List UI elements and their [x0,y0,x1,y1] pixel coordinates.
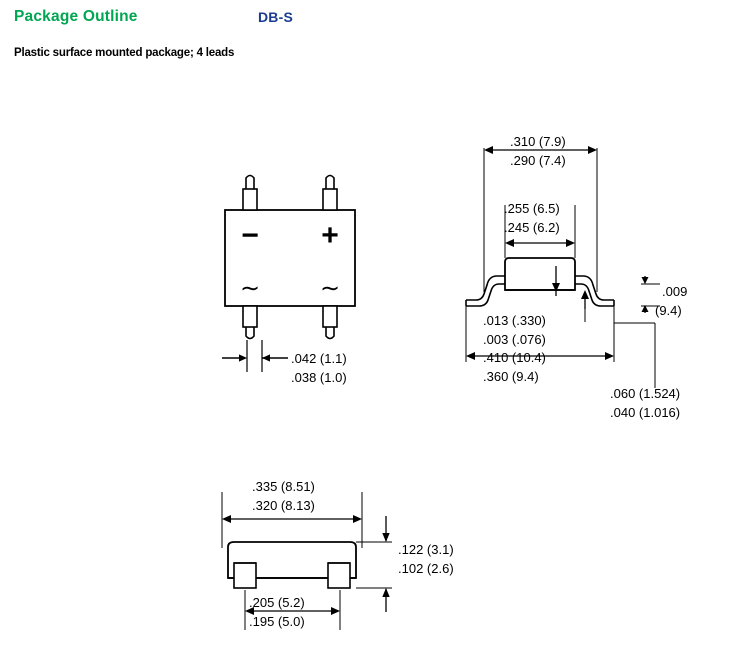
dim-standoff-max: .009 [662,284,688,299]
dim-front-height-max: .122 (3.1) [398,542,454,557]
dim-body-inner-min: .245 (6.2) [504,220,560,235]
ac-symbol-left-icon: ∼ [239,275,261,302]
ac-symbol-right-icon: ∼ [319,275,341,302]
page-title: Package Outline [14,8,138,25]
dim-lead-width-max: .042 (1.1) [291,351,347,366]
package-code: DB-S [258,9,294,25]
dim-lead-thickness-min: .003 (.076) [483,332,546,347]
polarity-plus-label: + [321,219,339,252]
dim-body-width-min: .290 (7.4) [510,153,566,168]
dim-foot-length-min: .040 (1.016) [610,405,681,420]
dim-overall-max: .410 (10.4) [483,350,546,365]
top-view-group [222,176,355,373]
dim-body-inner-max: .255 (6.5) [504,201,560,216]
dim-foot-length-max: .060 (1.524) [610,386,681,401]
dim-lead-width-min: .038 (1.0) [291,370,347,385]
dim-standoff-min: (9.4) [655,303,682,318]
dim-body-width-max: .310 (7.9) [510,134,566,149]
dim-front-width-min: .320 (8.13) [252,498,315,513]
page-subtitle: Plastic surface mounted package; 4 leads [14,47,235,59]
dim-lead-thickness-max: .013 (.330) [483,313,546,328]
polarity-minus-label: − [241,219,259,252]
dim-front-width-max: .335 (8.51) [252,479,315,494]
dim-foot-span-min: .195 (5.0) [249,614,305,629]
dim-overall-min: .360 (9.4) [483,369,539,384]
dim-front-height-min: .102 (2.6) [398,561,454,576]
dim-foot-span-max: .205 (5.2) [249,595,305,610]
